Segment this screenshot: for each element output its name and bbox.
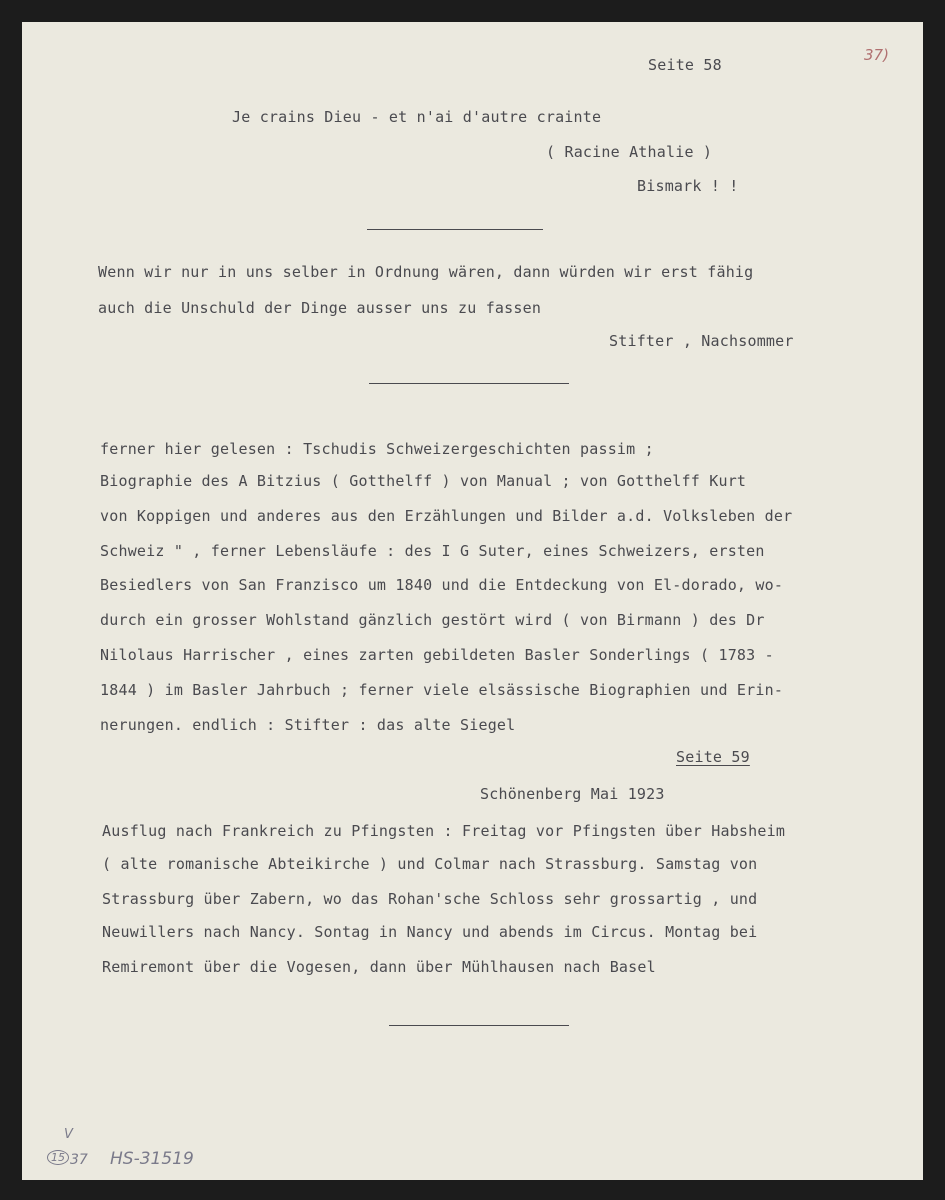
page-number-2: Seite 59 bbox=[676, 748, 750, 766]
archive-number: 37 bbox=[70, 1152, 88, 1168]
separator-rule bbox=[369, 383, 569, 384]
place-date: Schönenberg Mai 1923 bbox=[480, 785, 665, 803]
trip-line-1: Ausflug nach Frankreich zu Pfingsten : Freitag vor Pfingsten über Habsheim bbox=[102, 822, 786, 840]
trip-line-2: ( alte romanische Abteikirche ) und Colmar nach Strassburg. Samstag von bbox=[102, 855, 758, 873]
reading-line-7: Nilolaus Harrischer , eines zarten gebildeten Basler Sonderlings ( 1783 - bbox=[100, 646, 774, 664]
reading-line-3: von Koppigen und anderes aus den Erzählungen und Bilder a.d. Volksleben der bbox=[100, 507, 793, 525]
reading-line-6: durch ein grosser Wohlstand gänzlich gestört wird ( von Birmann ) des Dr bbox=[100, 611, 765, 629]
page-number: Seite 58 bbox=[648, 56, 722, 74]
quote-attribution: Bismark ! ! bbox=[637, 177, 739, 195]
quote-source: ( Racine Athalie ) bbox=[546, 143, 713, 161]
reading-line-4: Schweiz " , ferner Lebensläufe : des I G Suter, eines Schweizers, ersten bbox=[100, 542, 765, 560]
reading-line-8: 1844 ) im Basler Jahrbuch ; ferner viele elsässische Biographien und Erin- bbox=[100, 681, 784, 699]
quote-line: Je crains Dieu - et n'ai d'autre crainte bbox=[232, 108, 602, 126]
trip-line-5: Remiremont über die Vogesen, dann über Mühlhausen nach Basel bbox=[102, 958, 656, 976]
trip-line-4: Neuwillers nach Nancy. Sontag in Nancy und abends im Circus. Montag bei bbox=[102, 923, 758, 941]
quote2-line-2: auch die Unschuld der Dinge ausser uns zu fassen bbox=[98, 299, 542, 317]
reading-line-9: nerungen. endlich : Stifter : das alte Siegel bbox=[100, 716, 516, 734]
document-page bbox=[22, 22, 923, 1180]
separator-rule bbox=[389, 1025, 569, 1026]
reading-line-1: ferner hier gelesen : Tschudis Schweizergeschichten passim ; bbox=[100, 440, 654, 458]
separator-rule bbox=[367, 229, 543, 230]
quote2-attribution: Stifter , Nachsommer bbox=[609, 332, 794, 350]
reading-line-5: Besiedlers von San Franzisco um 1840 und die Entdeckung von El-dorado, wo- bbox=[100, 576, 784, 594]
reading-line-2: Biographie des A Bitzius ( Gotthelff ) von Manual ; von Gotthelff Kurt bbox=[100, 472, 747, 490]
trip-line-3: Strassburg über Zabern, wo das Rohan'sche Schloss sehr grossartig , und bbox=[102, 890, 758, 908]
archive-roman-mark: V bbox=[64, 1127, 73, 1142]
quote2-line-1: Wenn wir nur in uns selber in Ordnung wären, dann würden wir erst fähig bbox=[98, 263, 754, 281]
archive-signature: HS-31519 bbox=[110, 1149, 194, 1169]
archive-page-note: 37) bbox=[864, 46, 889, 64]
archive-circled-number: 15 bbox=[47, 1150, 69, 1165]
